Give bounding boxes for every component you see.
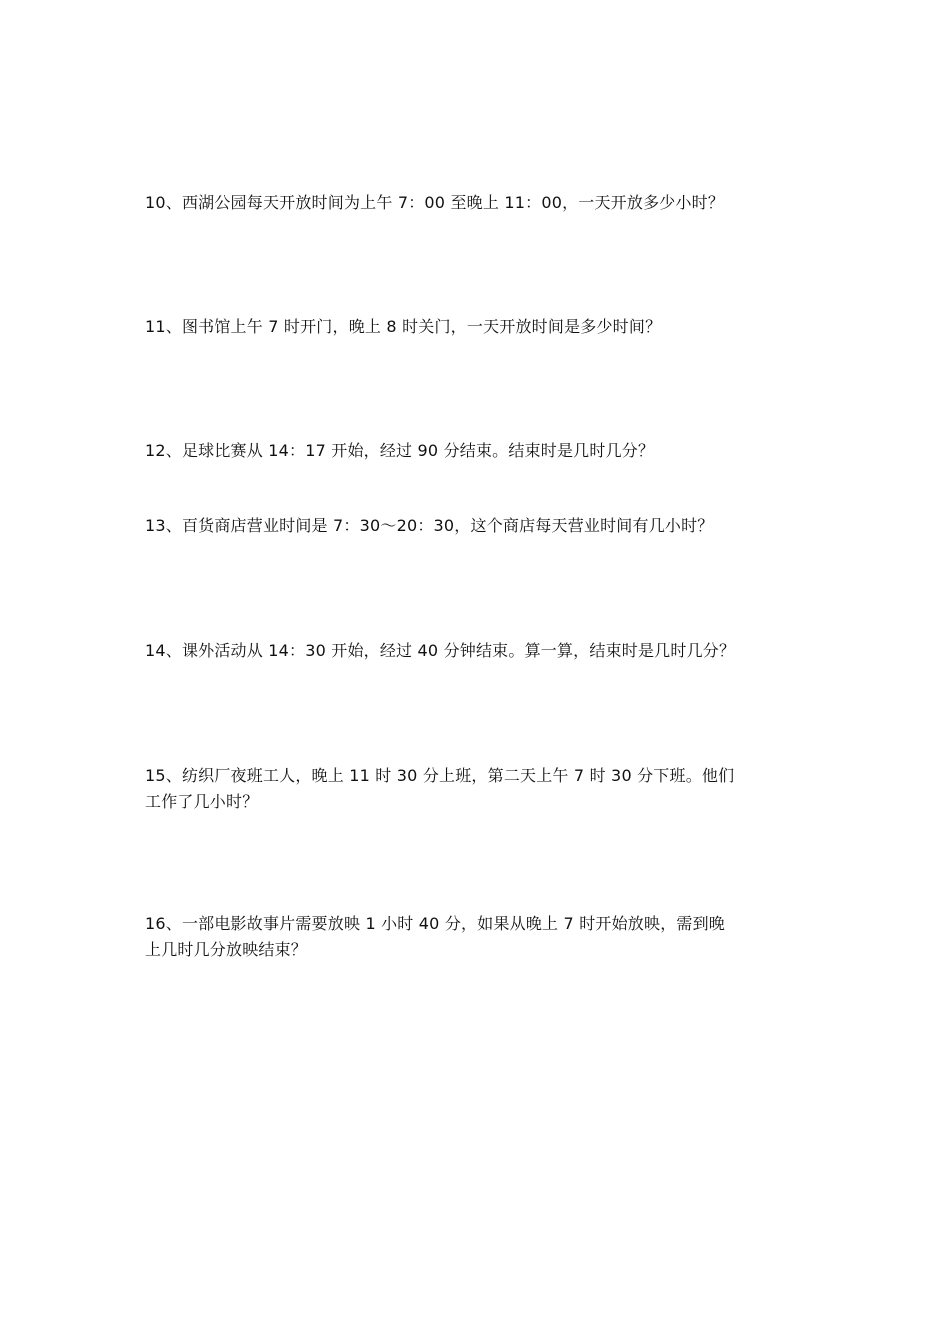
question-16-text-line-1: 16、一部电影故事片需要放映 1 小时 40 分，如果从晚上 7 时开始放映，需到晚	[145, 914, 725, 933]
question-16	[145, 911, 815, 963]
question-13-text: 13、百货商店营业时间是 7：30～20：30，这个商店每天营业时间有几小时？	[145, 516, 714, 535]
question-14	[145, 638, 815, 664]
question-11	[145, 314, 815, 340]
question-11-text: 11、图书馆上午 7 时开门，晚上 8 时关门，一天开放时间是多少时间？	[145, 317, 662, 336]
question-15-text-line-1: 15、纺织厂夜班工人，晚上 11 时 30 分上班，第二天上午 7 时 30 分下班。他们	[145, 766, 735, 785]
question-10-text: 10、西湖公园每天开放时间为上午 7：00 至晚上 11：00，一天开放多少小时？	[145, 193, 725, 212]
question-15	[145, 763, 815, 815]
question-15-text-line-2: 工作了几小时？	[145, 792, 259, 811]
question-12	[145, 438, 815, 464]
question-16-text-line-2: 上几时几分放映结束？	[145, 940, 308, 959]
question-14-text: 14、课外活动从 14：30 开始，经过 40 分钟结束。算一算，结束时是几时几分？	[145, 641, 736, 660]
question-12-text: 12、足球比赛从 14：17 开始，经过 90 分结束。结束时是几时几分？	[145, 441, 655, 460]
question-13	[145, 513, 815, 539]
question-10	[145, 190, 815, 216]
